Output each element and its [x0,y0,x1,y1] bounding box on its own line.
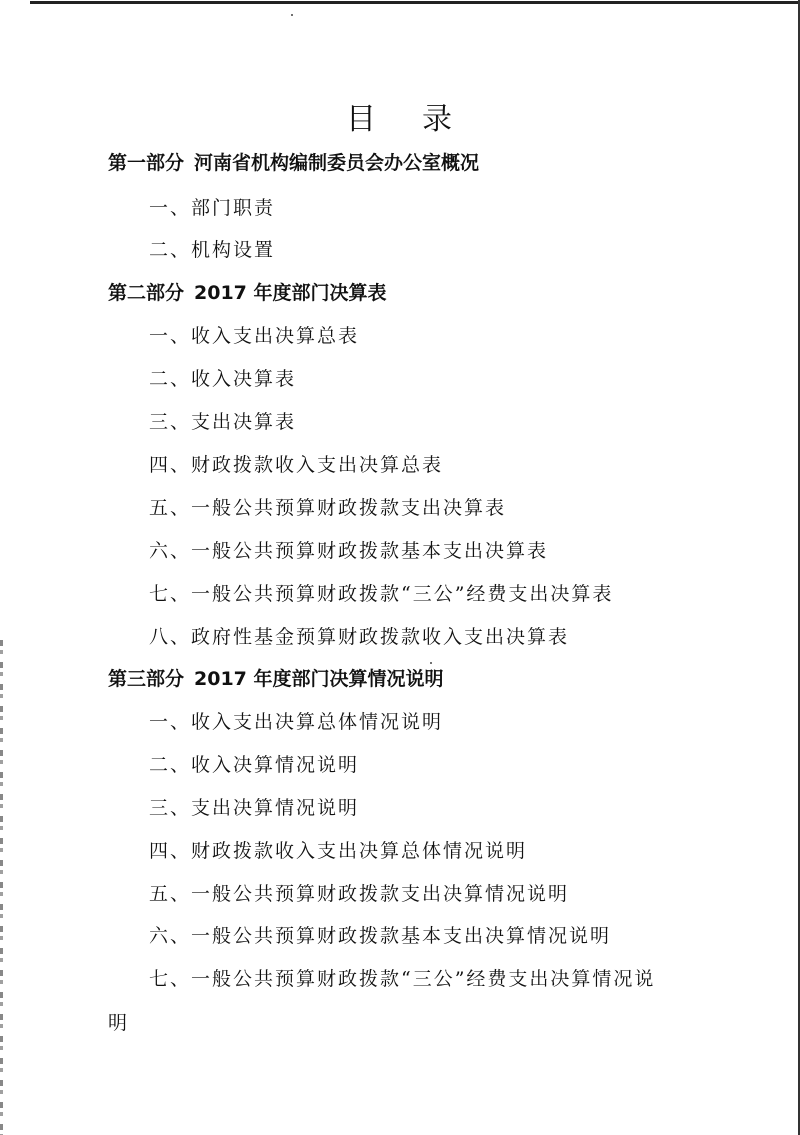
toc-part-2-heading: 第二部分 [108,282,185,304]
toc-item: 一、收入支出决算总体情况说明 [149,711,444,733]
toc-part-2-name: 2017 年度部门决算表 [194,282,387,304]
toc-part-3-name: 2017 年度部门决算情况说明 [194,668,444,690]
toc-item: 六、一般公共预算财政拨款基本支出决算情况说明 [149,925,612,947]
toc-item: 四、财政拨款收入支出决算总体情况说明 [149,840,528,862]
page-title-char: 目 [346,102,378,137]
toc-item: 四、财政拨款收入支出决算总表 [149,454,444,476]
toc-item-continuation: 明 [108,1012,128,1034]
toc-item: 三、支出决算表 [149,411,297,433]
toc-item: 八、政府性基金预算财政拨款收入支出决算表 [149,626,570,648]
toc-item: 一、收入支出决算总表 [149,325,360,347]
toc-part-3-heading: 第三部分 [108,668,185,690]
toc-part-1-name: 河南省机构编制委员会办公室概况 [194,152,480,174]
toc-item: 三、支出决算情况说明 [149,797,360,819]
scan-border-top [30,1,800,4]
scan-speck [291,14,293,16]
toc-item: 七、一般公共预算财政拨款“三公”经费支出决算表 [149,583,614,605]
toc-item: 二、收入决算表 [149,368,297,390]
toc-part-2 [108,280,387,306]
toc-item: 五、一般公共预算财政拨款支出决算表 [149,497,507,519]
toc-item: 五、一般公共预算财政拨款支出决算情况说明 [149,883,570,905]
toc-part-3 [108,666,444,692]
page-title-text [346,102,454,137]
toc-part-1 [108,150,479,176]
toc-item: 七、一般公共预算财政拨款“三公”经费支出决算情况说 [149,968,656,990]
toc-part-1-heading: 第一部分 [108,152,185,174]
page-title-char: 录 [422,102,454,137]
toc-item: 六、一般公共预算财政拨款基本支出决算表 [149,540,549,562]
toc-item: 一、部门职责 [149,197,276,219]
toc-item: 二、机构设置 [149,239,276,261]
toc-item: 二、收入决算情况说明 [149,754,360,776]
scan-speck [430,662,432,664]
page-title [0,100,800,140]
scan-border-left [0,640,3,1135]
